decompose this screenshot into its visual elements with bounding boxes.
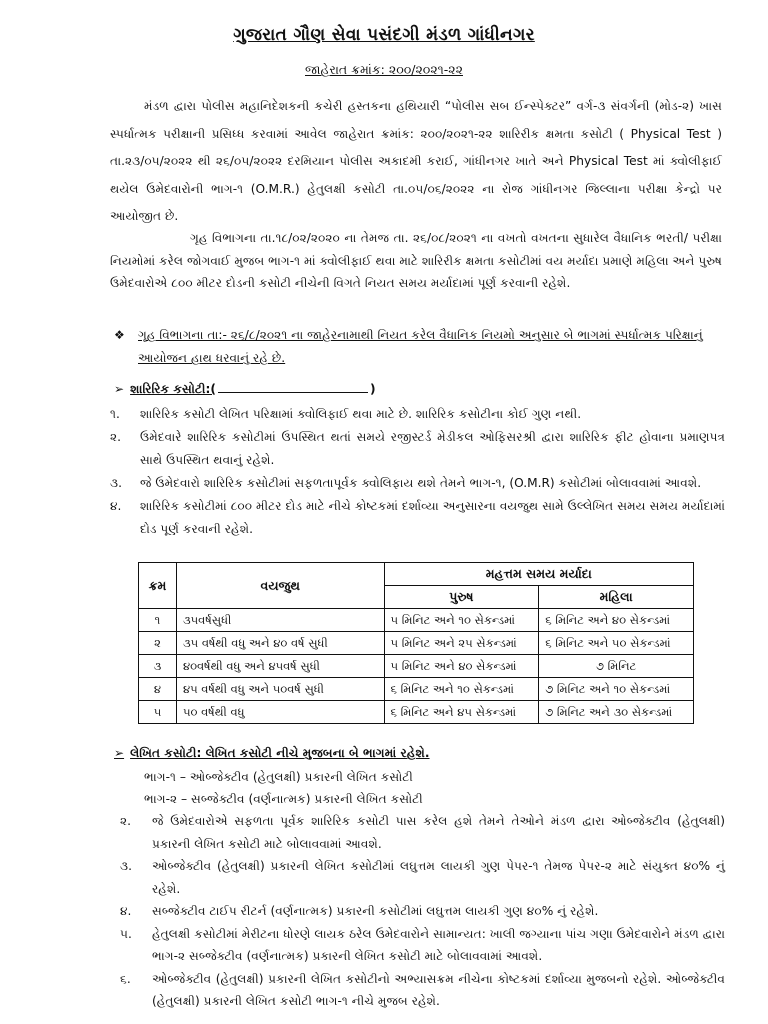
document-title: ગુજરાત ગૌણ સેવા પસંદગી મંડળ ગાંધીનગર [233, 25, 535, 45]
blank-line [218, 380, 368, 393]
table-cell: ૫ મિનિટ અને ૪૦ સેકન્ડમાં [384, 655, 539, 678]
intro-paragraph-1: મંડળ દ્વારા પોલીસ મહાનિદેશકની કચેરી હસ્તકના હથિયારી “પોલીસ સબ ઈન્સ્પેક્ટર” વર્ગ-૩ સંવર્ગની (મોડ-૨) ખાસ સ્પર્ધાત્મક પરીક્ષાની પ્રસિધ્ધ કરવામાં આવેલ જાહેરાત ક્રમાંક: ૨૦૦/૨૦૨૧-૨૨ શારિરીક ક્ષમતા કસોટી ( Physical Test ) તા.૨૩/૦૫/૨૦૨૨ થી ૨૬/૦૫/૨૦૨૨ દરમિયાન પોલીસ અકાદમી કરાઈ, ગાંધીનગર ખાતે અને Physical Test માં ક્વોલીફાઈ થયેલ ઉમેદવારોની ભાગ-૧ (O.M.R.) હેતુલક્ષી કસોટી તા.૦૫/૦૬/૨૦૨૨ ના રોજ ગાંધીનગર જિલ્લાના પરીક્ષા કેન્દ્રો પર આયોજીત છે. [110, 99, 722, 223]
written-test-heading [114, 742, 430, 766]
table-row [139, 609, 694, 632]
table-cell: ૪૫ વર્ષથી વધુ અને ૫૦વર્ષ સુધી [176, 678, 384, 701]
table-row [139, 678, 694, 701]
list-item [120, 900, 725, 923]
list-item-text: સબ્જેક્ટીવ ટાઈપ રીટર્ન (વર્ણનાત્મક) પ્રકારની કસોટીમાં લઘુત્તમ લાયકી ગુણ ૪૦% નું રહેશે. [152, 904, 599, 918]
table-cell: ૪ [139, 678, 177, 701]
list-item-text: હેતુલક્ષી કસોટીમાં મેરીટના ધોરણે લાયક ઠરેલ ઉમેદવારોને સામાન્યત: ખાલી જગ્યાના પાંચ ગણા ઉમેદવારોને મંડળ દ્વારા ભાગ-૨ સબ્જેક્ટીવ (વર્ણનાત્મક) પ્રકારની લેખિત કસોટી માટે બોલાવવામાં આવશે. [152, 926, 725, 963]
bullet-note [114, 324, 726, 370]
list-item-number: ૩. [120, 859, 132, 873]
list-item-text: ઓબ્જેક્ટીવ (હેતુલક્ષી) પ્રકારની લેખિત કસોટીમાં લઘુત્તમ લાયકી ગુણ પેપર-૧ તેમજ પેપર-૨ માટે સંયુક્ત ૪૦% નું રહેશે. [152, 859, 725, 896]
table-cell: ૨ [139, 632, 177, 655]
table-row [139, 701, 694, 724]
list-item [110, 403, 725, 426]
list-item-text: જે ઉમેદવારો શારિરિક કસોટીમાં સફળતાપૂર્વક ક્વોલિફાય થશે તેમને ભાગ-૧, (O.M.R) કસોટીમાં બોલાવવામાં આવશે. [140, 476, 702, 490]
list-item [110, 426, 725, 472]
table-cell: ૭ મિનિટ [539, 655, 694, 678]
table-cell: ૭ મિનિટ અને ૩૦ સેકન્ડમાં [539, 701, 694, 724]
table-cell: ૫ મિનિટ અને ૨૫ સેકન્ડમાં [384, 632, 539, 655]
table-header-row [139, 563, 694, 586]
list-item-number: ૬. [120, 971, 131, 986]
table-header-cell: વયજુથ [176, 563, 384, 609]
list-item [120, 810, 725, 855]
list-item [120, 923, 725, 968]
table-header-cell: મહત્તમ સમય મર્યાદા [384, 563, 693, 586]
table-cell: ૫ મિનિટ અને ૧૦ સેકન્ડમાં [384, 609, 539, 632]
table-row [139, 655, 694, 678]
table-cell: ૬ મિનિટ અને ૫૦ સેકન્ડમાં [539, 632, 694, 655]
list-item-number: ૪. [110, 499, 122, 513]
table-cell: ૬ મિનિટ અને ૪૫ સેકન્ડમાં [384, 701, 539, 724]
list-item-number: ૨. [120, 814, 132, 828]
list-item-text: ઓબ્જેક્ટીવ (હેતુલક્ષી) પ્રકારની લેખિત કસોટીનો અભ્યાસક્રમ નીચેના કોષ્ટકમાં દર્શાવ્યા મુજબનો રહેશે. ઓબ્જેક્ટીવ (હેતુલક્ષી) પ્રકારની લેખિત કસોટી ભાગ-૧ નીચે મુજબ રહેશે. [152, 971, 725, 1008]
list-item-text: ઉમેદવારે શારિરિક કસોટીમાં ઉપસ્થિત થતાં સમયે રજીસ્ટર્ડ મેડીકલ ઓફિસરશ્રી દ્વારા શારિરિક ફીટ હોવાના પ્રમાણપત્ર સાથે ઉપસ્થિત થવાનું રહેશે. [140, 430, 725, 467]
list-item [110, 495, 725, 541]
list-item-text: શારિરિક કસોટીમાં ૮૦૦ મીટર દોડ માટે નીચે કોષ્ટકમાં દર્શાવ્યા અનુસારના વયજુથ સામે ઉલ્લેખિત સમય સમય મર્યાદામાં દોડ પૂર્ણ કરવાની રહેશે. [140, 499, 725, 536]
table-cell: ૩૫વર્ષસુધી [176, 609, 384, 632]
table-cell: ૩૫ વર્ષથી વધુ અને ૪૦ વર્ષ સુધી [176, 632, 384, 655]
list-item [120, 855, 725, 900]
arrow-bullet-icon: ➢ [114, 382, 125, 396]
physical-test-heading [114, 378, 376, 402]
written-part-2: ભાગ-૨ – સબ્જેક્ટીવ (વર્ણનાત્મક) પ્રકારની લેખિત કસોટી [144, 792, 423, 806]
list-item-number: ૫. [120, 926, 132, 941]
list-item-number: ૧. [110, 407, 120, 421]
table-header-cell: ક્રમ [139, 563, 177, 609]
written-test-list [120, 810, 725, 1013]
bullet-note-text: ગૃહ વિભાગના તા:- ૨૬/૮/૨૦૨૧ ના જાહેરનામાથી નિયત કરેલ વૈધાનિક નિયમો અનુસાર બે ભાગમાં સ્પર્ધાત્મક પરિક્ષાનું આયોજન હાથ ધરવાનું રહે છે. [138, 328, 703, 365]
physical-test-heading-close: ) [369, 382, 376, 396]
written-test-heading-text: લેખિત કસોટી: લેખિત કસોટી નીચે મુજબના બે ભાગમાં રહેશે. [130, 746, 430, 760]
table-header-cell: પુરુષ [384, 586, 539, 609]
written-part-1: ભાગ-૧ – ઓબ્જેક્ટીવ (હેતુલક્ષી) પ્રકારની લેખિત કસોટી [144, 770, 413, 784]
list-item-text: જે ઉમેદવારોએ સફળતા પૂર્વક શારિરિક કસોટી પાસ કરેલ હશે તેમને તેઓને મંડળ દ્વારા ઓબ્જેક્ટીવ (હેતુલક્ષી) પ્રકારની લેખિત કસોટી માટે બોલાવવામાં આવશે. [152, 814, 725, 851]
table-cell: ૫ [139, 701, 177, 724]
time-limit-table [138, 562, 694, 724]
diamond-bullet-icon: ❖ [114, 328, 125, 342]
list-item-number: ૪. [120, 904, 132, 918]
list-item [120, 968, 725, 1013]
physical-test-list [110, 403, 725, 541]
table-cell: ૧ [139, 609, 177, 632]
table-row [139, 632, 694, 655]
table-cell: ૪૦વર્ષથી વધુ અને ૪૫વર્ષ સુધી [176, 655, 384, 678]
physical-test-heading-text: શારિરિક કસોટી:( [130, 382, 216, 396]
table-cell: ૭ મિનિટ અને ૧૦ સેકન્ડમાં [539, 678, 694, 701]
table-cell: ૩ [139, 655, 177, 678]
list-item [110, 472, 725, 495]
advertisement-number: જાહેરાત ક્રમાંક: ૨૦૦/૨૦૨૧-૨૨ [305, 62, 463, 77]
intro-paragraph-2: ગૃહ વિભાગના તા.૧૮/૦૨/૨૦૨૦ ના તેમજ તા. ૨૬/૦૮/૨૦૨૧ ના વખતો વખતના સુધારેલ વૈધાનિક ભરતી/ પરીક્ષા નિયમોમાં કરેલ જોગવાઈ મુજબ ભાગ-૧ માં ક્વોલીફાઈ થવા માટે શારિરીક ક્ષમતા કસોટીમાં વય મર્યાદા પ્રમાણે મહિલા અને પુરુષ ઉમેદવારોએ ૮૦૦ મીટર દોડની કસોટી નીચેની વિગતે નિયત સમય મર્યાદામાં પૂર્ણ કરવાની રહેશે. [110, 231, 722, 290]
list-item-text: શારિરિક કસોટી લેખિત પરિક્ષામાં ક્વોલિફાઈ થવા માટે છે. શારિરિક કસોટીના કોઈ ગુણ નથી. [140, 407, 582, 421]
list-item-number: ૩. [110, 476, 122, 490]
table-cell: ૬ મિનિટ અને ૪૦ સેકન્ડમાં [539, 609, 694, 632]
table-cell: ૬ મિનિટ અને ૧૦ સેકન્ડમાં [384, 678, 539, 701]
list-item-number: ૨. [110, 430, 122, 444]
arrow-bullet-icon: ➢ [114, 746, 125, 760]
table-cell: ૫૦ વર્ષથી વધુ [176, 701, 384, 724]
table-header-cell: મહિલા [539, 586, 694, 609]
